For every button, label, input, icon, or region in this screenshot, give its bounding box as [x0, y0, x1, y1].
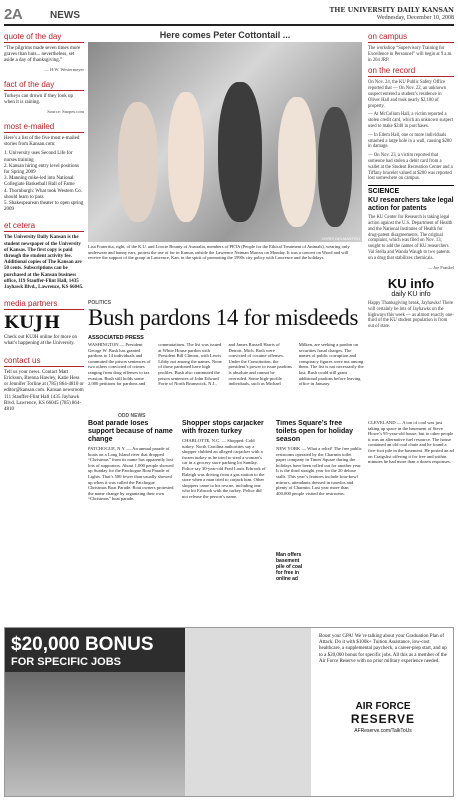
photo-headline: Here comes Peter Cottontail ...: [159, 30, 291, 40]
ad-copy: Boost your GPA! We’re talking about your Graduation Plan of Attack. Do it with $100k+ Tuition Assistance, low-cost healthcare, a supplemental paycheck, a career-prep start, and up to a $20,000 bonus for specific jobs. All this as a member of the Air Force Reserve with no prior military experience needed.: [319, 634, 447, 664]
emailed-item[interactable]: 3. Manning mike-led into National Collegiate Basketball Hall of Fame: [4, 176, 75, 188]
emailed-heading: most e-mailed: [4, 122, 84, 133]
ad-subheadline: FOR SPECIFIC JOBS: [11, 656, 122, 668]
left-sidebar: [4, 32, 84, 413]
story-headline: Shopper stops carjacker with frozen turkey: [182, 420, 264, 435]
emailed-item[interactable]: 1. University uses Second Life for nurses training: [4, 151, 73, 163]
emailed-item[interactable]: 2. Kansan hiring entry level positions for Spring 2009: [4, 163, 79, 176]
ad-banner: [5, 628, 185, 796]
contact-text: Tell us your news. Contact Matt Erickson, Brenna Hawley, Katie Hess or Jennifer Torline at (785) 864-4810 or editor@kansan.com. Kansan newsroom 111 Stauffer-Flint Hall 1435 Jayhawk Blvd. Lawrence, KS 66045 (785) 864-4810: [4, 369, 84, 412]
kujh-logo: KUJH: [4, 313, 62, 334]
onrecord-heading: on the record: [368, 66, 454, 77]
paper-name: THE UNIVERSITY DAILY KANSAN Wednesday, December 10, 2008: [329, 6, 454, 21]
oncampus-text: The workshop “Supervisory Training for Excellence in Personnel” will begin at 9 a.m. in 204 JRP.: [368, 46, 453, 63]
story-body: PATCHOGUE, N.Y. — An annual parade of boats on a Long Island river that dropped “Christmas” from its name has apparently lost lots of supporters. About 1,000 people showed up Sunday for the Patchogue Boat Parade of Lights. That’s 500 fewer than usually showed up when it was called the Patchogue Christmas Boat Parade. Boat owners protested the name change by organizing their own “Christmas” boat parade.: [88, 446, 174, 502]
fact-text: Turkeys can drown if they look up when it is raining.: [4, 94, 73, 106]
onrecord-item: On Nov. 24, the KU Public Safety Office reported that — On Nov. 22, an unknown suspect entered a student’s residence in Oliver Hall and took nearly $2,100 of property.: [368, 80, 446, 109]
ad-photo: [5, 672, 185, 796]
etcetera-heading: et cetera: [4, 221, 84, 232]
quote-heading: quote of the day: [4, 32, 84, 43]
etcetera-text: The University Daily Kansan is the student newspaper of the University of Kansas. The first copy is paid through the student activity fee. Additional copies of The Kansan are 50 cents. Subscriptions can be purchased at the Kansan business office, 119 Stauffer-Flint Hall, 1435 Jayhawk Blvd., Lawrence, KS 66045.: [4, 235, 84, 291]
onrecord-item: — At McCollum Hall, a victim reported a stolen credit card, which an unknown suspect used to make $240 in purchases.: [368, 112, 454, 129]
ad-headline: $20,000 BONUS: [11, 634, 154, 655]
media-text: Check out KUJH online for more on what’s happening at the University.: [4, 335, 78, 347]
story-body: CHARLOTTE, N.C. — Shopped: Cold turkey. North Carolina authorities say a shopper clubbed an alleged carjacker with a frozen turkey as he tried to steal a woman’s car in a grocery store parking lot Sunday. Police say 30-year-old Fred Louis Erbrook of Raleigh was driving from a gas station to the store when a man tried to carjack him. Other shoppers came to his rescue, including one who hit Erbrook with the turkey. Police did not release the person’s name.: [182, 438, 266, 499]
emailed-intro: Here’s a list of the five most e-mailed stories from Kansan.com:: [4, 136, 80, 148]
story-turkey: [182, 420, 268, 620]
kuinfo-text: Happy Thanksgiving break, Jayhawks! There will certainly be lots of Jayhawks on the highways this week — as almost exactly one-third of the KU student population is from out of state.: [368, 301, 454, 330]
contact-heading: contact us: [4, 356, 84, 367]
emailed-item[interactable]: 4. Thornburgh: What took Western Co. should learn to pass: [4, 188, 82, 200]
kuinfo-sub: daily KU info: [391, 291, 431, 299]
quote-text: “The pilgrims made seven times more graves than huts... nevertheless, set aside a day of thanksgiving.”: [4, 46, 81, 64]
ad-photo-mid: [185, 628, 311, 796]
story-coal-body: [368, 420, 454, 620]
masthead: [4, 6, 454, 26]
media-heading: media partners: [4, 299, 84, 310]
photo-credit: CHRIS DELMASTRO: [321, 236, 360, 241]
oncampus-heading: on campus: [368, 32, 454, 43]
reserve-logo: RESERVE: [350, 712, 416, 727]
onrecord-item: — In Edem Hall, one or more individuals smashed a large hole in a wall, causing $200 in damage.: [368, 132, 452, 150]
photo-caption: Lisa Fraterrita, right, of the K.U. and Loocie Bounty of Australia, members of PETA (People for the Ethical Treatment of Animals), wearing only underwear and bunny ears, protest the use of fur in Kansas outside the Lawrence Neiman Marcus on Monday. It was a concert on Wood and will receive the support of the group in Lawrence, Kan. in the spirit of promoting the 1990s city policy with Lawrence and the holidays.: [88, 244, 350, 260]
story-headline: Man offers basement pile of coal for free in online ad: [276, 552, 303, 582]
fact-attrib: Source: Snopes.com: [47, 108, 84, 114]
science-text: The KU Center for Research is taking legal action against the U.S. Department of Health and the National Institutes of Health for drug-patent disagreements. The original complaint, which was filed on Nov. 13, sought to add the names of KU researchers Val Stella and Wanda Waugh to two patents on a drug that stabilizes chemicals.: [368, 215, 453, 261]
section-label: NEWS: [50, 10, 80, 21]
right-sidebar: [368, 32, 454, 333]
ad-copy-block: [313, 628, 453, 796]
page-number: 2A: [4, 6, 23, 23]
story-headline: Boat parade loses support because of name change: [88, 420, 173, 443]
story-body: NEW YORK — What a relief! The free public restrooms operated by the Charmin toilet paper company in Times Square during the holidays have been rolled out for another year. It is the third straight year for the 20 deluxe stalls. This year’s features include four-bowl mirrors, attendants dressed in tuxedos and plenty of Charmin. Last year more than 400,000 people visited the restrooms.: [276, 446, 362, 496]
science-attrib: — Joe Frankel: [427, 264, 454, 270]
story-boat: [88, 420, 174, 620]
story-coal: [276, 552, 306, 620]
story-body: CLEVELAND — A ton of coal was just taking up space in the basement of Steve Howe’s 95-year-old house, but to other people it was an alternative fuel resource. The house contained an old coal chute and he found a five-foot pile in the basement. He posted an ad on Craigslist offering it for free and within minutes he had more than a dozen responses.: [368, 420, 454, 465]
odd-news-heading: ODD NEWS: [118, 413, 146, 419]
science-heading: SCIENCE: [368, 185, 454, 195]
emailed-item[interactable]: 5. Shakespearean theater to open spring 2009: [4, 201, 84, 213]
story-toilets: [276, 420, 362, 550]
politics-byline: ASSOCIATED PRESS: [88, 335, 144, 341]
politics-headline: Bush pardons 14 for misdeeds: [88, 305, 359, 330]
kuinfo-logo: KU info: [387, 276, 435, 292]
ad-url[interactable]: AFReserve.com/TalkToUs: [354, 728, 412, 735]
air-force-ad[interactable]: [4, 627, 454, 797]
fact-heading: fact of the day: [4, 80, 84, 91]
air-force-logo: AIR FORCE: [355, 701, 411, 713]
politics-kicker: POLITICS: [88, 300, 112, 306]
onrecord-item: — On Nov. 23, a victim reported that someone had stolen a debit card from a wallet at the Student Recreation Center and a Tiffany bracelet valued at $200 was reported lost somewhere on campus.: [368, 153, 453, 182]
quote-attrib: — H.W. Westermeyer: [44, 66, 84, 72]
politics-body: WASHINGTON — President George W. Bush has granted pardons to 14 individuals and commuted the prison sentences of two others convicted of crimes ranging from drug offenses to tax evasion. Bush still holds some 2,000 petitions for pardons and commutations. The list was issued at White House pardon with President Bill Clinton, with Lewis Libby not among the names. None of those pardoned have high profiles. Bush also commuted the prison sentences of John Edward Forte of North Brunswick, N.J., and James Russell Harris of Detroit, Mich. Both were convicted of cocaine offenses. Under the Constitution, the president’s power to issue pardons is absolute and cannot be overruled. Some high-profile individuals, such as Michael Milken, are seeking a pardon on securities fraud charges. The names of public corruption and conspiracy figures were not among them. The list is not necessarily the last; Bush could still grant additional pardons before leaving office in January.: [88, 342, 364, 387]
story-headline: Times Square’s free toilets open for holiday season: [276, 420, 354, 443]
science-headline: KU researchers take legal action for patents: [368, 197, 454, 213]
news-photo: [88, 42, 362, 242]
